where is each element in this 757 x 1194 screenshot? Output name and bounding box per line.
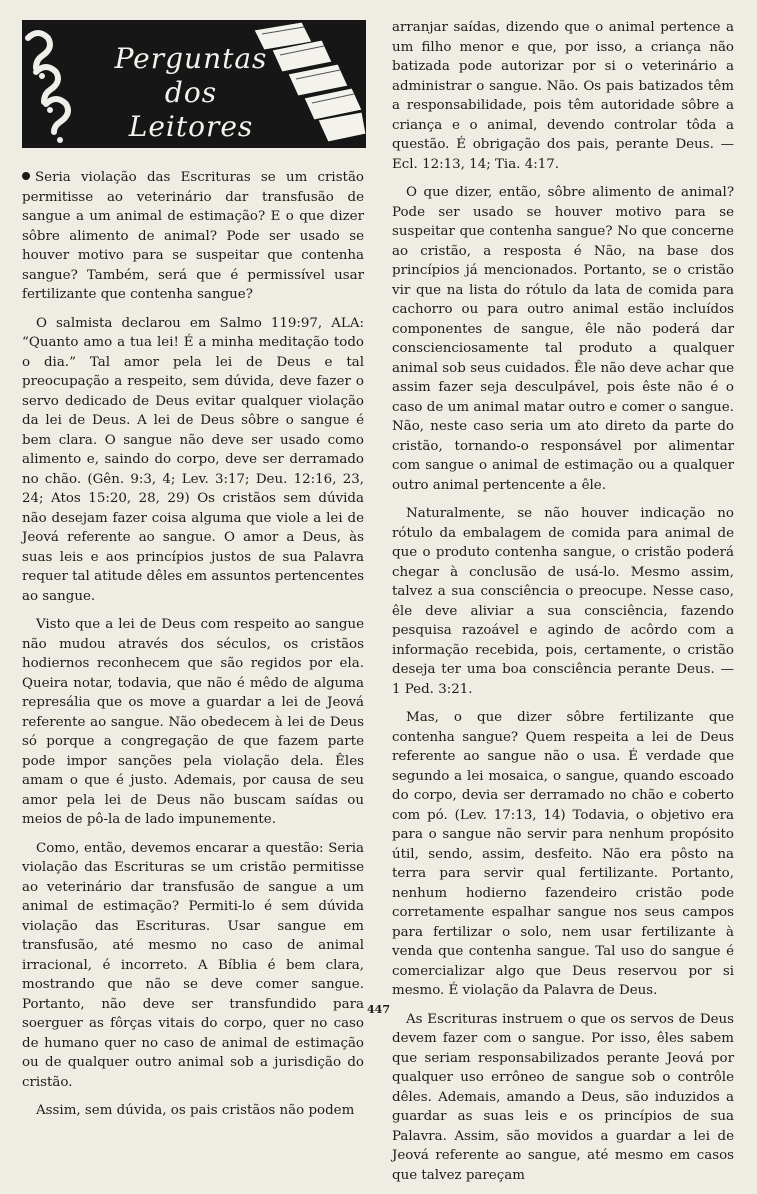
header-banner (22, 20, 366, 148)
paragraph: O salmista declarou em Salmo 119:97, ALA: “Quanto amo a tua lei! É a minha meditação todo o dia.” Tal amor pela lei de Deus e tal preocupação a respeito, sem dúvida, deve fazer o servo dedicado de Deus evitar qualquer violação da lei de Deus. A lei de Deus sôbre o sangue é bem clara. O sangue não deve ser usado como alimento e, saindo do corpo, deve ser derramado no chão. (Gên. 9:3, 4; Lev. 3:17; Deu. 12:16, 23, 24; Atos 15:20, 28, 29) Os cristãos sem dúvida não desejam fazer coisa alguma que viole a lei de Jeová referente ao sangue. O amor a Deus, às suas leis e aos princípios justos de sua Palavra requer tal atitude dêles em assuntos pertencentes ao sangue. (22, 315, 364, 604)
banner-line-3: Leitores (128, 110, 254, 143)
page-number: 447 (367, 1003, 390, 1016)
paragraph: O que dizer, então, sôbre alimento de animal? Pode ser usado se houver motivo para se suspeitar que contenha sangue? No que concerne ao cristão, a resposta é Não, na base dos princípios já mencionados. Portanto, se o cristão vir que na lista do rótulo da lata de comida para cachorro ou para outro animal estão incluídos componentes de sangue, êle não poderá dar conscienciosamente tal produto a qualquer animal sob seus cuidados. Êle não deve achar que assim fazer seja desculpável, pois êste não é o caso de um animal matar outro e comer o sangue. Não, neste caso seria um ato direto da parte do cristão, tornando-o responsável por alimentar com sangue o animal de estimação ou a qualquer outro animal pertencente a êle. (392, 185, 734, 493)
banner-title (106, 42, 276, 144)
left-column (22, 168, 364, 1130)
paragraph: As Escrituras instruem o que os servos de Deus devem fazer com o sangue. Por isso, êles sabem que seriam responsabilizados perante Jeová por qualquer uso errôneo de sangue sob o contrôle dêles. Ademais, amando a Deus, são induzidos a guardar as suas leis e os princípios de sua Palavra. Assim, são movidos a guardar a lei de Jeová referente ao sangue, até mesmo em casos que talvez pareçam (392, 1011, 734, 1183)
question-paragraph (22, 168, 364, 305)
bullet-icon (22, 172, 30, 180)
right-column (392, 18, 734, 1194)
paragraph: Visto que a lei de Deus com respeito ao sangue não mudou através dos séculos, os cristãos hodiernos reconhecem que são regidos por ela. Queira notar, todavia, que não é mêdo de alguma represália que os move a guardar a lei de Jeová referente ao sangue. Não obedecem à lei de Deus só porque a congregação de que fazem parte pode impor sanções pela violação dela. Êles amam o que é justo. Ademais, por causa de seu amor pela lei de Deus não buscam saídas ou meios de pô-la de lado impunemente. (22, 617, 364, 827)
paragraph: Naturalmente, se não houver indicação no rótulo da embalagem de comida para animal de que o produto contenha sangue, o cristão poderá chegar à conclusão de usá-lo. Mesmo assim, talvez a sua consciência o preocupe. Nesse caso, êle deve aliviar a sua consciência, fazendo pesquisa razoável e agindo de acôrdo com a informação recebida, pois, certamente, o cristão deseja ter uma boa consciência perante Deus. — 1 Ped. 3:21. (392, 506, 734, 697)
paragraph: Assim, sem dúvida, os pais cristãos não podem (36, 1103, 355, 1118)
paragraph: arranjar saídas, dizendo que o animal pertence a um filho menor e que, por isso, a criança não batizada pode autorizar por si o veterinário a administrar o sangue. Não. Os pais batizados têm a responsabilidade, pois têm autoridade sôbre a criança e o animal, devendo controlar tôda a questão. É obrigação dos pais, perante Deus. — Ecl. 12:13, 14; Tia. 4:17. (392, 20, 734, 172)
paragraph: Mas, o que dizer sôbre fertilizante que contenha sangue? Quem respeita a lei de Deus referente ao sangue não o usa. É verdade que segundo a lei mosaica, o sangue, quando escoado do corpo, devia ser derramado no chão e coberto com pó. (Lev. 17:13, 14) Todavia, o objetivo era para o sangue não servir para nenhum propósito útil, sendo, assim, desfeito. Não era pôsto na terra para servir qual fertilizante. Portanto, nenhum hodierno fazendeiro cristão pode corretamente espalhar sangue nos seus campos para fertilizar o solo, nem usar fertilizante à venda que contenha sangue. Tal uso do sangue é comercializar algo que Deus reservou por si mesmo. É violação da Palavra de Deus. (392, 710, 734, 998)
banner-line-1: Perguntas (114, 42, 268, 75)
question-text: Seria violação das Escrituras se um cristão permitisse ao veterinário dar transfusão de sangue a um animal de estimação? E o que dizer sôbre alimento de animal? Pode ser usado se houver motivo para se suspeitar que contenha sangue? Também, será que é permissível usar fertilizante que contenha sangue? (22, 170, 364, 302)
banner-line-2: dos (164, 76, 218, 109)
paragraph: Como, então, devemos encarar a questão: Seria violação das Escrituras se um cristão permitisse ao veterinário dar transfusão de sangue a um animal de estimação? Permiti-lo é sem dúvida violação das Escrituras. Usar sangue em transfusão, até mesmo no caso de animal irracional, é incorreto. A Bíblia é bem clara, mostrando que não se deve comer sangue. Portanto, não deve ser transfundido para soerguer as fôrças vitais do corpo, quer no caso de humano quer no caso de animal de estimação ou de qualquer outro animal sob a jurisdição do cristão. (22, 840, 364, 1090)
